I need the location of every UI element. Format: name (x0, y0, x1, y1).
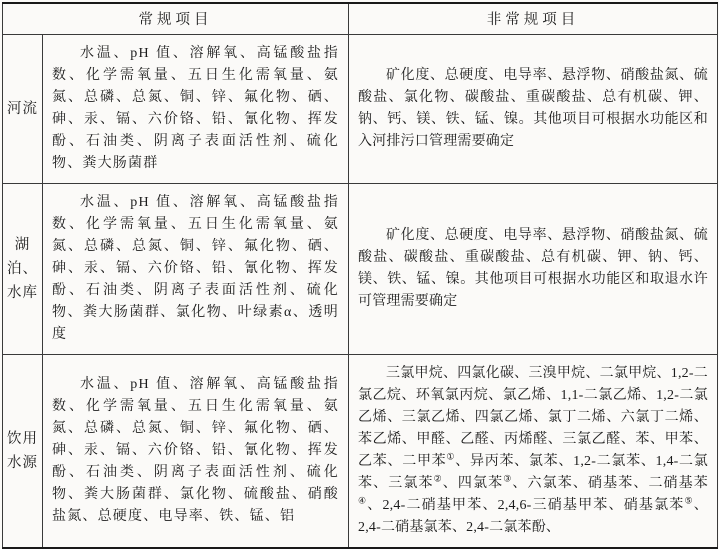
river-routine-items-text: 水温、pH 值、溶解氧、高锰酸盐指数、化学需氧量、五日生化需氧量、氨氮、总磷、总氮、铜、锌、氟化物、硒、砷、汞、镉、六价铬、铅、氰化物、挥发酚、石油类、阴离子表面活性剂、硫化物、粪大肠菌群 (52, 45, 339, 171)
lake-routine-items-text: 水温、pH 值、溶解氧、高锰酸盐指数、化学需氧量、五日生化需氧量、氨氮、总磷、总氮、铜、锌、氟化物、硒、砷、汞、镉、六价铬、铅、氰化物、挥发酚、石油类、阴离子表面活性剂、硫化物、粪大肠菌群、氯化物、叶绿素α、透明度 (52, 194, 339, 342)
lake-non-routine-items-text: 矿化度、总硬度、电导率、悬浮物、硝酸盐氮、硫酸盐、碳酸盐、重碳酸盐、总有机碳、钾、钠、钙、镁、铁、锰、镍。其他项目可根据水功能区和取退水许可管理需要确定 (358, 227, 708, 309)
drinking-non-routine-items-text: 三氯甲烷、四氯化碳、三溴甲烷、二氯甲烷、1,2-二氯乙烷、环氧氯丙烷、氯乙烯、1,1-二氯乙烯、1,2-二氯乙烯、三氯乙烯、四氯乙烯、氯丁二烯、六氯丁二烯、苯乙烯、甲醛、乙醛、丙烯醛、三氯乙醛、苯、甲苯、乙苯、二甲苯①、异丙苯、氯苯、1,2-二氯苯、1,4-二氯苯、三氯苯②、四氯苯③、六氯苯、硝基苯、二硝基苯④、2,4-二硝基甲苯、2,4,6-三硝基甲苯、硝基氯苯⑤、2,4-二硝基氯苯、2,4-二氯苯酚、 (358, 365, 708, 535)
river-non-routine-items-cell (349, 34, 718, 183)
monitoring-items-table (2, 2, 718, 549)
river-non-routine-items-text: 矿化度、总硬度、电导率、悬浮物、硝酸盐氮、硫酸盐、氯化物、碳酸盐、重碳酸盐、总有机碳、钾、钠、钙、镁、铁、锰、镍。其他项目可根据水功能区和入河排污口管理需要确定 (358, 67, 708, 149)
lake-routine-items-cell (43, 183, 349, 354)
row-label-river: 河流 (3, 34, 43, 183)
column-header-routine: 常规项目 (3, 3, 349, 34)
lake-non-routine-items-cell (349, 183, 718, 354)
row-label-drinking-water-source: 饮用水源 (3, 354, 43, 548)
river-routine-items-cell (43, 34, 349, 183)
drinking-routine-items-cell (43, 354, 349, 548)
row-label-lake-reservoir: 湖泊、水库 (3, 183, 43, 354)
column-header-non-routine: 非常规项目 (349, 3, 718, 34)
drinking-routine-items-text: 水温、pH 值、溶解氧、高锰酸盐指数、化学需氧量、五日生化需氧量、氨氮、总磷、总氮、铜、锌、氟化物、硒、砷、汞、镉、六价铬、铅、氰化物、挥发酚、石油类、阴离子表面活性剂、硫化物、粪大肠菌群、氯化物、硫酸盐、硝酸盐氮、总硬度、电导率、铁、锰、铝 (52, 376, 339, 524)
table-header-row (3, 3, 718, 34)
table-row-drinking-water-source (3, 354, 718, 548)
table-row-lake-reservoir (3, 183, 718, 354)
drinking-non-routine-items-cell (349, 354, 718, 548)
table-row-river (3, 34, 718, 183)
